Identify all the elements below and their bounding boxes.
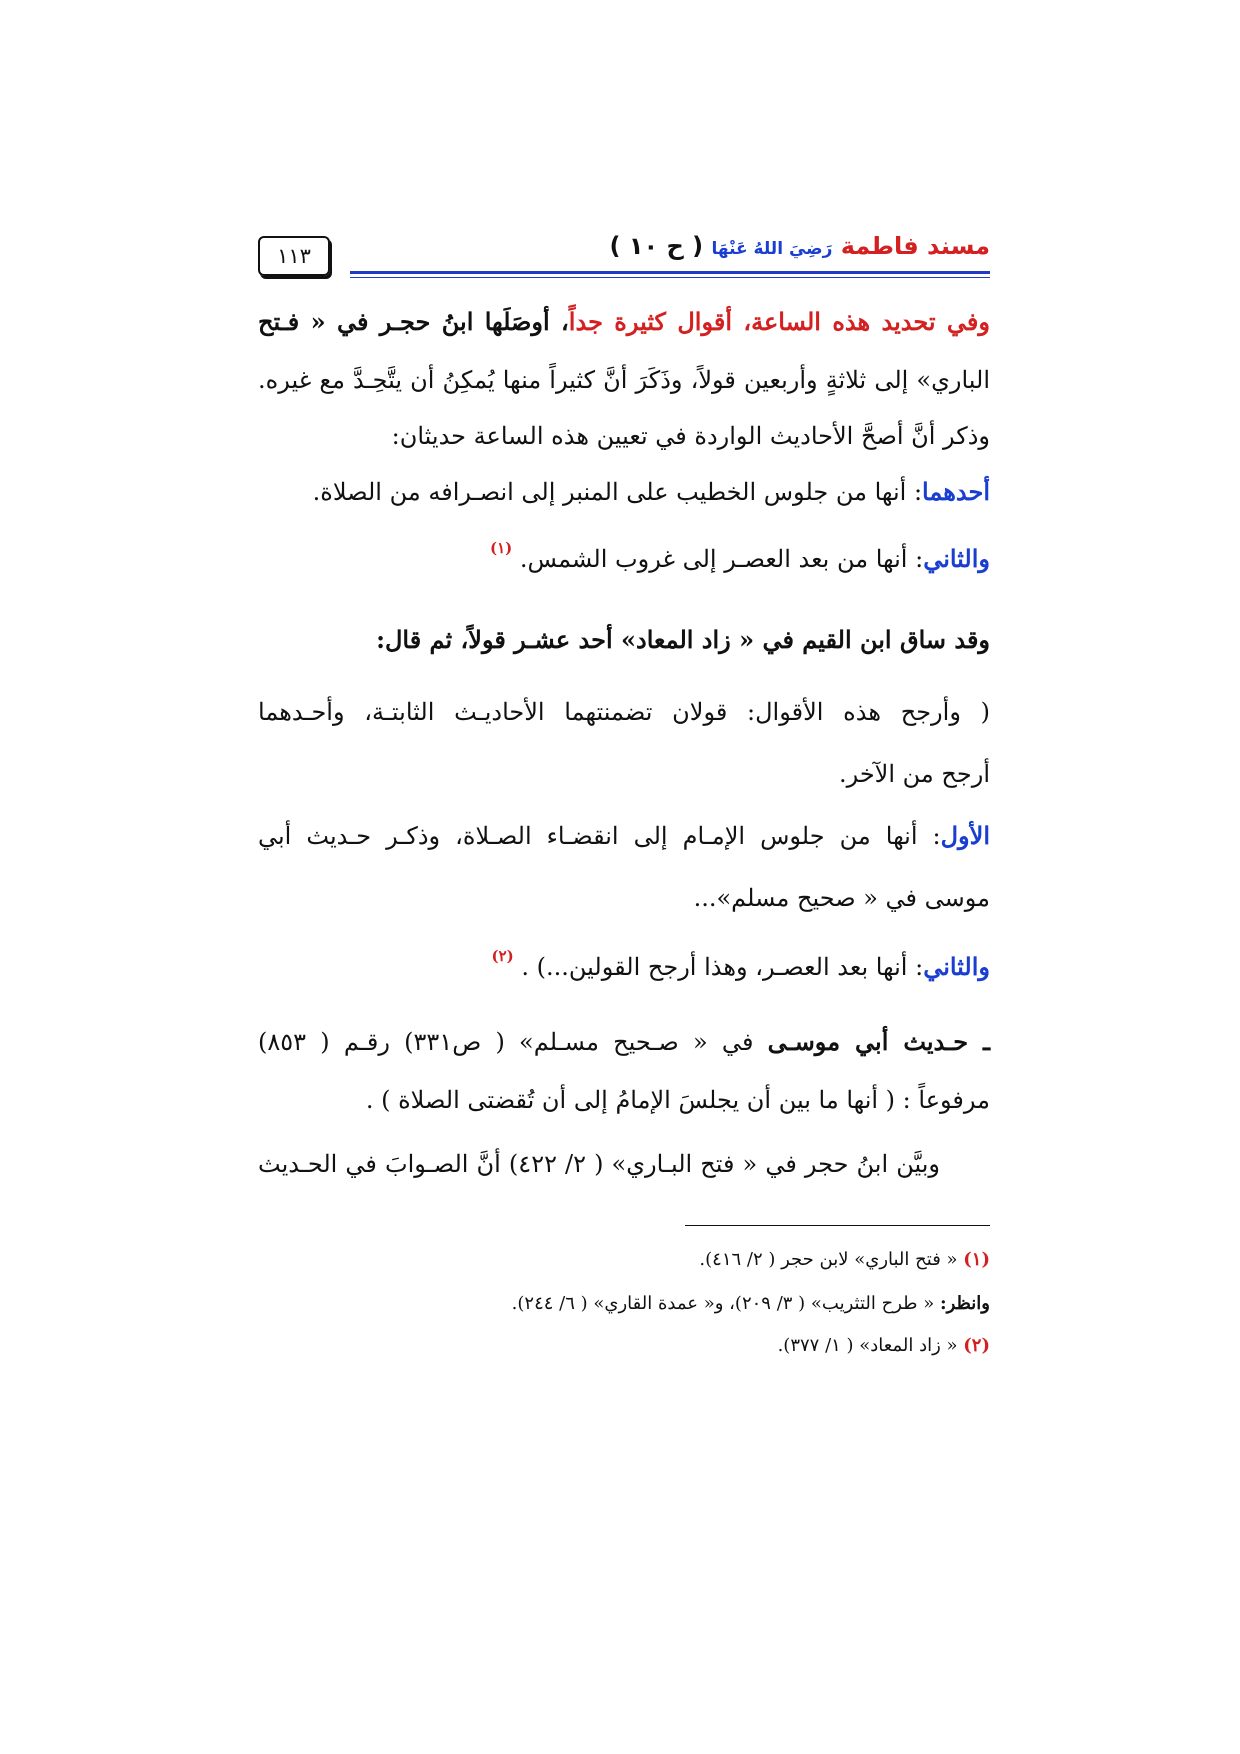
running-title bbox=[610, 232, 990, 260]
footnote-ref-2[interactable]: (٢) bbox=[491, 947, 514, 965]
footnote-ref-1[interactable]: (١) bbox=[489, 539, 513, 557]
line-text: أرجح من الآخر. bbox=[838, 760, 990, 788]
line-text: وذكر أنَّ أصحَّ الأحاديث الواردة في تعيين هذه الساعة حديثان: bbox=[391, 422, 990, 450]
body-line-11 bbox=[491, 936, 990, 987]
body-line-12 bbox=[258, 1022, 990, 1062]
body-line-14 bbox=[258, 1144, 940, 1184]
footnote-number: (٢) bbox=[963, 1335, 990, 1356]
footnote-separator bbox=[685, 1225, 990, 1226]
line-text: الباري» إلى ثلاثةٍ وأربعين قولاً، وذَكَرَ أنَّ كثيراً منها يُمكِنُ أن يتَّحِـدَّ مع غيره. bbox=[258, 366, 990, 394]
body-line-5 bbox=[490, 528, 990, 579]
body-line-6 bbox=[376, 620, 990, 660]
label-first: أحدهما bbox=[922, 477, 990, 506]
body-line-4 bbox=[313, 472, 990, 512]
label-second-opinion: والثاني bbox=[923, 952, 990, 981]
body-line-9 bbox=[258, 816, 990, 856]
line-text: موسى في « صحيح مسلم»... bbox=[693, 884, 990, 912]
body-line-13 bbox=[366, 1080, 990, 1120]
header-rule-thick bbox=[350, 271, 990, 274]
line-text: : أنها من بعد العصـر إلى غروب الشمس. bbox=[519, 545, 924, 573]
body-line-7 bbox=[258, 692, 990, 732]
label-second: والثاني bbox=[923, 544, 990, 573]
label-first-opinion: الأول bbox=[940, 821, 990, 850]
title-book-name: مسند فاطمة bbox=[840, 232, 990, 260]
line-text: : أنها من جلوس الإمـام إلى انقضـاء الصـلاة، وذكـر حـديث أبي bbox=[258, 822, 941, 850]
page-header bbox=[258, 232, 990, 278]
footnote-number: (١) bbox=[963, 1249, 990, 1270]
footnote-text: « زاد المعاد» ( ١/ ٣٧٧). bbox=[777, 1335, 958, 1356]
line-text: : أنها من جلوس الخطيب على المنبر إلى انصـرافه من الصلاة. bbox=[312, 478, 923, 506]
body-line-1 bbox=[258, 302, 990, 342]
line-text: وقد ساق ابن القيم في « زاد المعاد» أحد عشـر قولاً، ثم قال: bbox=[376, 625, 990, 654]
header-rule-thin bbox=[350, 277, 990, 278]
line-text: ( وأرجح هذه الأقوال: قولان تضمنتهما الأحاديـث الثابتـة، وأحـدهما bbox=[258, 698, 990, 726]
footnote-2 bbox=[778, 1332, 990, 1360]
title-hadith-number: ( ح ١٠ ) bbox=[609, 232, 704, 260]
line-text: وبيَّن ابنُ حجر في « فتح البـاري» ( ٢/ ٤٢٢) أنَّ الصـوابَ في الحـديث bbox=[258, 1150, 941, 1178]
footnote-1-see-also bbox=[512, 1290, 990, 1318]
footnote-text: « طرح التثريب» ( ٣/ ٢٠٩)، و« عمدة القاري» ( ٦/ ٢٤٤). bbox=[511, 1293, 935, 1314]
page-number-box bbox=[258, 236, 330, 276]
highlight-phrase: وفي تحديد هذه الساعة، أقوال كثيرة جداً bbox=[568, 307, 990, 336]
body-line-8 bbox=[839, 754, 990, 794]
line-text: : أنها بعد العصـر، وهذا أرجح القولين...) . bbox=[521, 953, 924, 981]
hadith-heading: ـ حـديث أبي موسـى bbox=[767, 1027, 991, 1056]
footnote-text: « فتح الباري» لابن حجر ( ٢/ ٤١٦). bbox=[699, 1249, 958, 1270]
footnote-1 bbox=[699, 1246, 990, 1274]
title-honorific: رَضِيَ اللهُ عَنْهَا bbox=[711, 239, 833, 259]
page-number: ١١٣ bbox=[277, 244, 311, 268]
line-text: مرفوعاً : ( أنها ما بين أن يجلسَ الإمامُ إلى أن تُقضتى الصلاة ) . bbox=[365, 1086, 990, 1114]
body-line-2 bbox=[258, 360, 990, 400]
body-line-3 bbox=[392, 416, 990, 456]
see-also-label: وانظر: bbox=[939, 1293, 990, 1314]
line-text: في « صـحيح مسـلم» ( ص٣٣١) رقـم ( ٨٥٣) bbox=[258, 1028, 754, 1056]
line-text: ، أوصَلَها ابنُ حجـر في « فـتح bbox=[258, 307, 569, 336]
body-line-10 bbox=[694, 878, 990, 918]
